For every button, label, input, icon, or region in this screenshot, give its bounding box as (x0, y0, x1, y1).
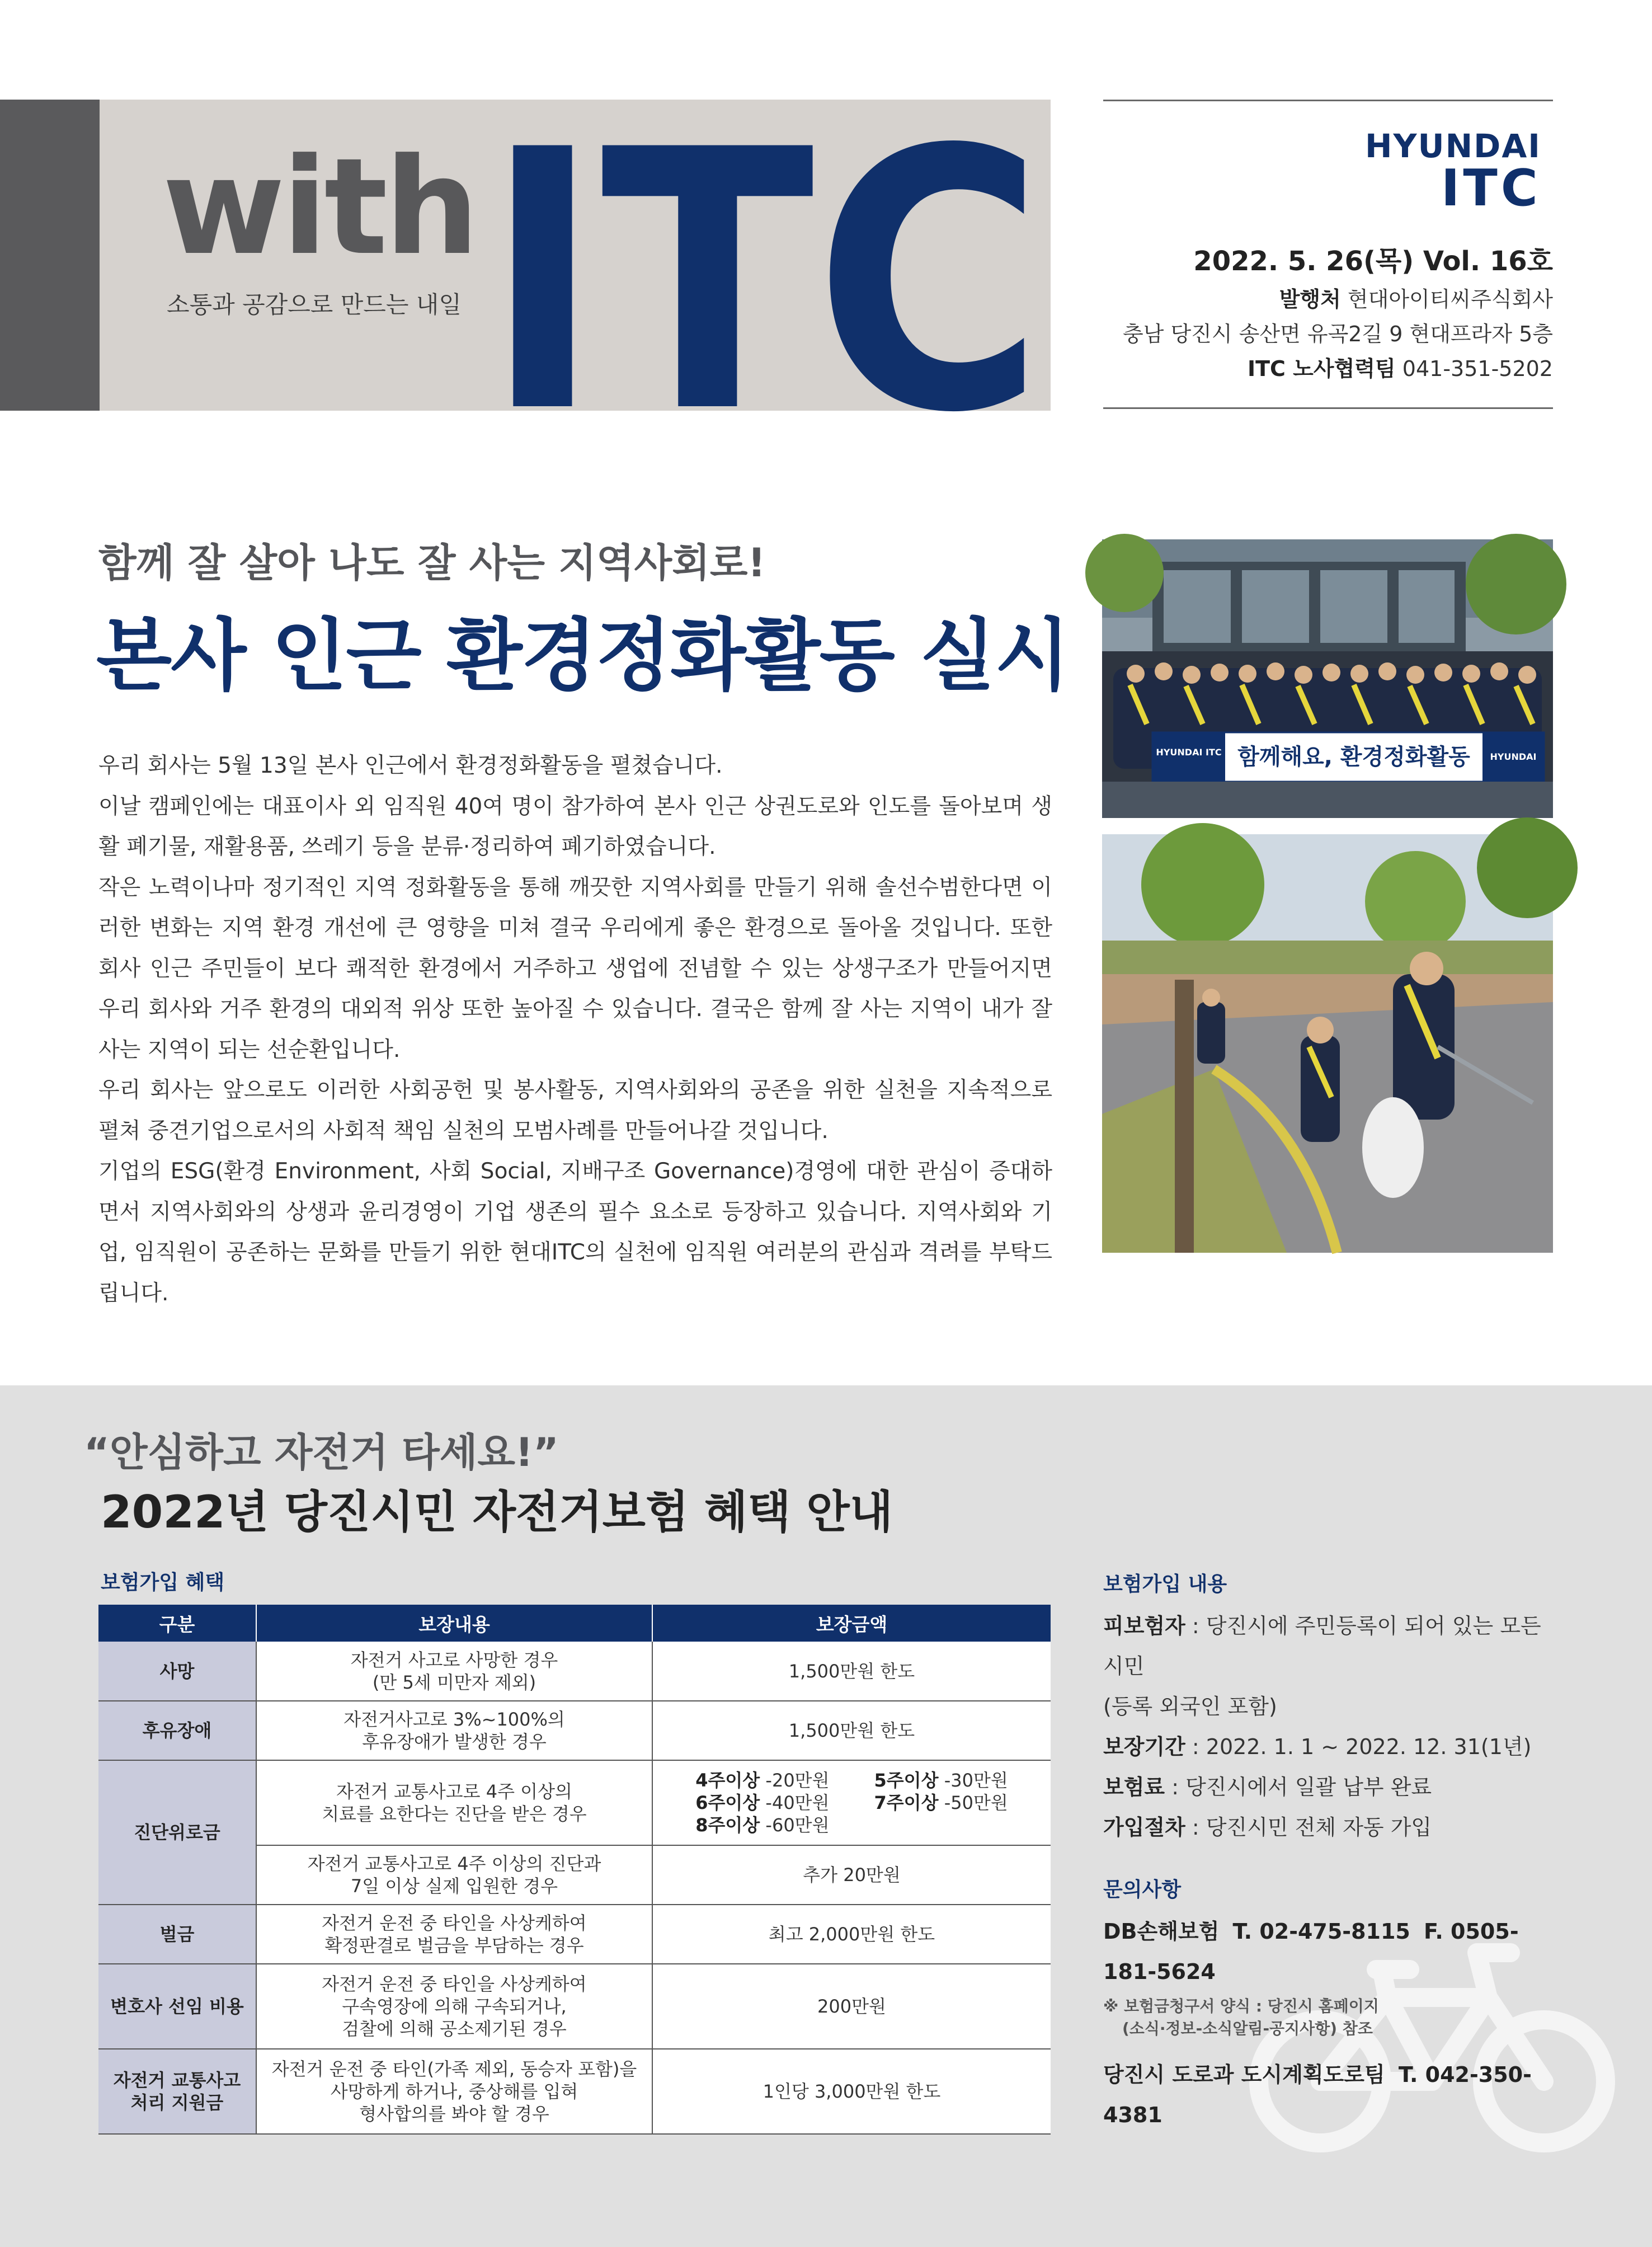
hyundai-itc-logo (1365, 127, 1541, 218)
masthead-with-word: with (162, 130, 476, 285)
issue-info (1123, 244, 1553, 386)
insurance-info (1103, 1564, 1562, 2135)
header-amount: 보장금액 (652, 1605, 1051, 1642)
table-row (98, 1760, 1051, 1845)
row-content: 자전거 운전 중 타인을 사상케하여 확정판결로 벌금을 부담하는 경우 (256, 1905, 652, 1964)
masthead-tagline: 소통과 공감으로 만드는 내일 (167, 291, 462, 318)
db-contact-line: DB손해보험 T. 02-475-8115 F. 0505-181-5624 (1103, 1919, 1519, 1984)
article-paragraph: 우리 회사는 앞으로도 이러한 사회공헌 및 봉사활동, 지역사회와의 공존을 위한 실천을 지속적으로 펼쳐 중견기업으로서의 사회적 책임 실천의 모범사례를 만들어나갈 것입니다. (98, 1078, 1052, 1144)
row-content: 자전거 운전 중 타인을 사상케하여 구속영장에 의해 구속되거나, 검찰에 의해 공소제기된 경우 (256, 1964, 652, 2049)
issue-date-volume: 2022. 5. 26(목) Vol. 16호 (1193, 246, 1553, 277)
premium-line: 보험료 : 당진시에서 일괄 납부 완료 (1103, 1775, 1432, 1799)
row-category: 사망 (98, 1642, 256, 1701)
benefits-table (98, 1605, 1051, 2135)
publisher-address: 충남 당진시 송산면 유곡2길 9 현대프라자 5층 (1122, 322, 1553, 346)
row-category: 진단위로금 (98, 1760, 256, 1905)
procedure-line: 가입절차 : 당진시민 전체 자동 가입 (1103, 1815, 1432, 1840)
row-content: 자전거사고로 3%~100%의 후유장애가 발생한 경우 (256, 1701, 652, 1760)
group-photo-illustration (1102, 539, 1553, 818)
team-line (1123, 351, 1553, 386)
header-rule-top (1103, 100, 1553, 101)
team-label: ITC 노사협력팀 (1247, 356, 1396, 381)
article-paragraph: 작은 노력이나마 정기적인 지역 정화활동을 통해 깨끗한 지역사회를 만들기 위해 솔선수범한다면 이러한 변화는 지역 환경 개선에 큰 영향을 미쳐 결국 우리에게 좋은 환경으로 돌아올 것입니다. 또한 회사 인근 주민들이 보다 쾌적한 환경에서 거주하고 생업에 전념할 수 있는 상생구조가 만들어지면 우리 회사와 거주 환경의 대외적 위상 또한 높아질 수 있습니다. 결국은 함께 잘 사는 지역이 내가 잘 사는 지역이 되는 선순환입니다. (98, 875, 1052, 1063)
publisher-line (1123, 282, 1553, 317)
benefits-heading: 보험가입 혜택 (101, 1571, 225, 1594)
banner-logo-right: HYUNDAI (1490, 751, 1537, 762)
row-category: 변호사 선임 비용 (98, 1964, 256, 2049)
row-amount: 1인당 3,000만원 한도 (652, 2049, 1051, 2134)
contact-heading: 문의사항 (1103, 1878, 1182, 1901)
row-content: 자전거 사고로 사망한 경우 (만 5세 미만자 제외) (256, 1642, 652, 1701)
publisher-name: 현대아이티씨주식회사 (1347, 287, 1553, 312)
header-content: 보장내용 (256, 1605, 652, 1642)
article-headline: 본사 인근 환경정화활동 실시 (96, 610, 1070, 702)
bike-quote: “안심하고 자전거 타세요!” (84, 1430, 559, 1475)
article-body (98, 746, 1052, 1314)
logo-itc-text: ITC (1441, 159, 1541, 218)
article-subheadline: 함께 잘 살아 나도 잘 사는 지역사회로! (98, 540, 766, 586)
banner-logo-left: HYUNDAI ITC (1156, 747, 1222, 758)
masthead-side-bar (0, 100, 100, 411)
row-content: 자전거 운전 중 타인(가족 제외, 동승자 포함)을 사망하게 하거나, 중상해를 입혀 형사합의를 봐야 할 경우 (256, 2049, 652, 2134)
article-paragraph: 우리 회사는 5월 13일 본사 인근에서 환경정화활동을 펼쳤습니다. (98, 753, 723, 778)
masthead-itc-logotype (484, 74, 1049, 491)
table-row (98, 1905, 1051, 1964)
row-content: 자전거 교통사고로 4주 이상의 진단과 7일 이상 실제 입원한 경우 (256, 1845, 652, 1905)
insured-line: 피보험자 : 당진시에 주민등록이 되어 있는 모든 시민 (1103, 1614, 1541, 1679)
row-amount: 최고 2,000만원 한도 (652, 1905, 1051, 1964)
header-rule-bottom (1103, 407, 1553, 409)
group-photo (1102, 539, 1553, 818)
row-category: 후유장애 (98, 1701, 256, 1760)
table-header-row (98, 1605, 1051, 1642)
team-phone: 041-351-5202 (1402, 356, 1553, 381)
row-amount (652, 1760, 1051, 1845)
table-row (98, 2049, 1051, 2134)
banner-text: 함께해요, 환경정화활동 (1237, 744, 1470, 770)
logo-hyundai-text: HYUNDAI (1365, 127, 1541, 165)
article-paragraph: 기업의 ESG(환경 Environment, 사회 Social, 지배구조 Governance)경영에 대한 관심이 증대하면서 지역사회와의 상생과 윤리경영이 기업 생존의 필수 요소로 등장하고 있습니다. 지역사회와 기업, 임직원이 공존하는 문화를 만들기 위한 현대ITC의 실천에 임직원 여러분의 관심과 격려를 부탁드립니다. (98, 1159, 1052, 1306)
publisher-label: 발행처 (1279, 287, 1341, 312)
masthead-itc-text: ITC (484, 74, 1044, 491)
row-amount: 추가 20만원 (652, 1845, 1051, 1905)
bike-title: 2022년 당진시민 자전거보험 혜택 안내 (101, 1486, 893, 1538)
period-line: 보장기간 : 2022. 1. 1 ~ 2022. 12. 31(1년) (1103, 1734, 1532, 1759)
table-row (98, 1964, 1051, 2049)
article-paragraph: 이날 캠페인에는 대표이사 외 임직원 40여 명이 참가하여 본사 인근 상권도로와 인도를 돌아보며 생활 폐기물, 재활용품, 쓰레기 등을 분류·정리하여 폐기하였습니다. (98, 793, 1052, 859)
row-amount: 200만원 (652, 1964, 1051, 2049)
cleanup-photo (1102, 834, 1553, 1253)
row-content: 자전거 교통사고로 4주 이상의 치료를 요한다는 진단을 받은 경우 (256, 1760, 652, 1845)
table-row (98, 1701, 1051, 1760)
table-row (98, 1642, 1051, 1701)
header-category: 구분 (98, 1605, 256, 1642)
info-heading: 보험가입 내용 (1103, 1573, 1227, 1596)
insured-line-note: (등록 외국인 포함) (1103, 1694, 1277, 1719)
row-amount: 1,500만원 한도 (652, 1642, 1051, 1701)
city-contact-line: 당진시 도로과 도시계획도로팀 T. 042-350-4381 (1103, 2062, 1532, 2127)
cleanup-photo-illustration (1102, 834, 1553, 1253)
claim-form-note: ※ 보험금청구서 양식 : 당진시 홈페이지 (소식·정보-소식알림-공지사항) 참조 (1103, 1997, 1379, 2038)
row-amount: 1,500만원 한도 (652, 1701, 1051, 1760)
row-category: 자전거 교통사고 처리 지원금 (98, 2049, 256, 2134)
diagnosis-amount-grid: 4주이상 -20만원 5주이상 -30만원 6주이상 -40만원 7주이상 -50만원 8주이상 -60만원 (695, 1770, 1008, 1836)
row-category: 벌금 (98, 1905, 256, 1964)
